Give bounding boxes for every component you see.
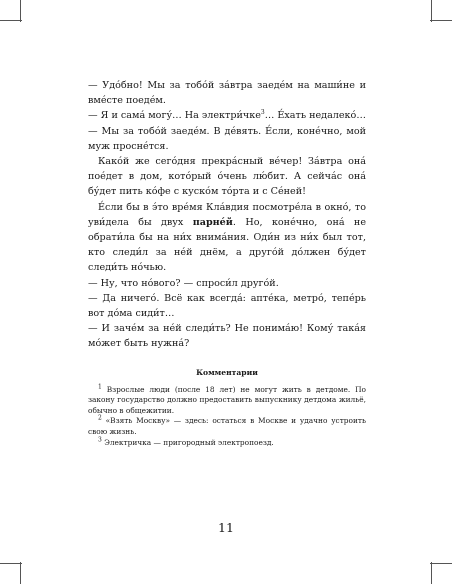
- footnote-text: Взрослые люди (после 18 лет) не могут жить в детдоме. По закону государство должно предоставить выпускнику детдома жильё, обычно в общежитии.: [88, 384, 366, 415]
- paragraph: [88, 154, 366, 200]
- footnote-ref: 3: [260, 109, 265, 117]
- paragraph: [88, 124, 366, 154]
- crop-mark-bottom-right-h: [430, 563, 452, 564]
- footnote-text: Электричка — пригородный электропоезд.: [104, 437, 274, 447]
- paragraph-text: — И заче́м за не́й следи́ть? Не понима́ю! Кому́ така́я мо́жет быть нужна́?: [88, 323, 366, 350]
- bold-word: парне́й: [192, 216, 233, 228]
- page-content: [88, 78, 366, 448]
- crop-mark-top-right-v: [431, 0, 432, 22]
- paragraph: [88, 78, 366, 108]
- paragraph-text: — Мы за тобо́й заеде́м. В де́вять. Е́сли, коне́чно, мой муж просне́тся.: [88, 125, 366, 152]
- crop-mark-top-left-v: [20, 0, 21, 22]
- footnote: [88, 438, 366, 449]
- paragraph: [88, 291, 366, 321]
- footnote-text: «Взять Москву» — здесь: остаться в Москве и удачно устроить свою жизнь.: [88, 416, 366, 437]
- paragraph: [88, 200, 366, 276]
- paragraph-text: … Е́хать недалеко́…: [264, 110, 366, 122]
- footnote-number: 3: [98, 436, 102, 444]
- paragraph-text: — Ну, что но́вого? — спроси́л друго́й.: [88, 277, 279, 289]
- footnote-number: 1: [98, 383, 102, 391]
- paragraph-text: — Я и сама́ могу́… На электри́чке: [88, 110, 261, 122]
- paragraph-text: — Удо́бно! Мы за тобо́й за́втра заеде́м на маши́не и вме́сте поеде́м.: [88, 80, 366, 107]
- crop-mark-bottom-left-h: [0, 563, 22, 564]
- paragraph-text: Како́й же сего́дня прекра́сный ве́чер! За́втра она́ пое́дет в дом, кото́рый о́чень лю́бит. А сейча́с она́ бу́дет пить ко́фе с куско́м то́рта и с Се́ней!: [88, 156, 366, 198]
- paragraph-text: — Да ничего́. Всё как всегда́: апте́ка, метро́, тепе́рь вот до́ма сиди́т…: [88, 292, 366, 320]
- paragraph: [88, 108, 366, 123]
- paragraph-text: . Но, коне́чно, она́ не обрати́ла бы на ни́х внима́ния. Оди́н из ни́х был тот, кто следи́л за не́й днём, а друго́й до́лжен бу́дет следи́ть но́чью.: [88, 216, 366, 274]
- footnote-number: 2: [98, 414, 102, 422]
- paragraph: [88, 276, 366, 291]
- paragraph: [88, 321, 366, 351]
- crop-mark-top-left-h: [0, 20, 22, 21]
- comments-section: [88, 368, 366, 449]
- crop-mark-bottom-right-v: [431, 562, 432, 584]
- footnote: [88, 385, 366, 417]
- footnote: [88, 416, 366, 437]
- comments-title: Комментарии: [196, 367, 258, 377]
- crop-mark-top-right-h: [430, 20, 452, 21]
- page-number: 11: [218, 520, 234, 535]
- paragraph-text: Е́сли бы в э́то вре́мя Кла́вдия посмотре́ла в окно́, то уви́дела бы двух: [88, 201, 366, 228]
- crop-mark-bottom-left-v: [20, 562, 21, 584]
- story-text: [88, 78, 366, 352]
